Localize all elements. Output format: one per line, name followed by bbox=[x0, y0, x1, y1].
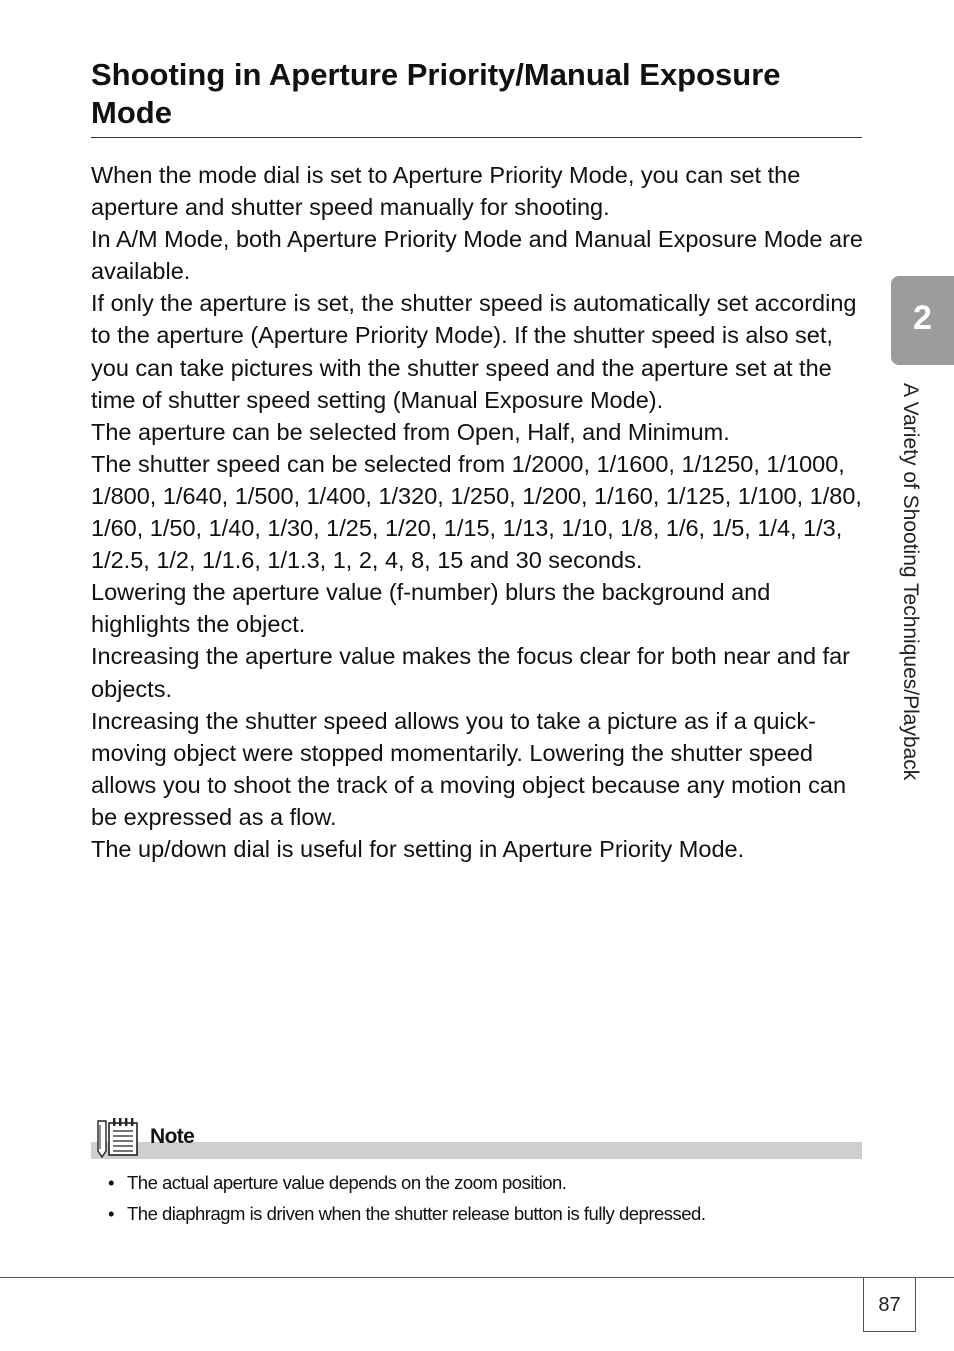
list-item bbox=[108, 1170, 858, 1201]
note-pad-icon bbox=[94, 1117, 144, 1159]
note-item-text: The actual aperture value depends on the zoom position. bbox=[127, 1172, 567, 1193]
note-label: Note bbox=[150, 1125, 195, 1148]
page-number: 87 bbox=[878, 1294, 901, 1316]
paragraph: Increasing the aperture value makes the focus clear for both near and far objects. bbox=[91, 643, 850, 702]
body-text bbox=[91, 159, 863, 865]
list-item bbox=[108, 1201, 858, 1232]
note-item-text: The diaphragm is driven when the shutter release button is fully depressed. bbox=[127, 1203, 706, 1224]
chapter-tab bbox=[891, 276, 954, 365]
paragraph: The aperture can be selected from Open, Half, and Minimum. bbox=[91, 418, 730, 445]
paragraph: In A/M Mode, both Aperture Priority Mode and Manual Exposure Mode are available. bbox=[91, 226, 864, 285]
bullet-icon: • bbox=[108, 1172, 114, 1193]
paragraph: The up/down dial is useful for setting in Aperture Priority Mode. bbox=[91, 835, 745, 862]
paragraph: When the mode dial is set to Aperture Priority Mode, you can set the aperture and shutter speed manually for shooting. bbox=[91, 162, 801, 221]
chapter-number: 2 bbox=[913, 299, 932, 337]
title-divider bbox=[91, 137, 862, 138]
note-header-bar bbox=[91, 1142, 862, 1159]
paragraph: If only the aperture is set, the shutter speed is automatically set according to the aperture (Aperture Priority Mode). If the shutter speed is also set, you can take pictures with the shutter speed and the aperture set at the time of shutter speed setting (Manual Exposure Mode). bbox=[91, 290, 857, 413]
footer-divider bbox=[0, 1277, 954, 1278]
paragraph: Increasing the shutter speed allows you to take a picture as if a quick-moving object were stopped momentarily. Lowering the shutter speed allows you to shoot the track of a moving object because any motion can be expressed as a flow. bbox=[91, 707, 847, 830]
paragraph: Lowering the aperture value (f-number) blurs the background and highlights the object. bbox=[91, 579, 771, 638]
page-number-box bbox=[863, 1277, 916, 1332]
page-title: Shooting in Aperture Priority/Manual Exposure Mode bbox=[91, 57, 781, 130]
chapter-caption: A Variety of Shooting Techniques/Playback bbox=[899, 383, 922, 781]
paragraph: The shutter speed can be selected from 1/2000, 1/1600, 1/1250, 1/1000, 1/800, 1/640, 1/500, 1/400, 1/320, 1/250, 1/200, 1/160, 1/125, 1/100, 1/80, 1/60, 1/50, 1/40, 1/30, 1/25, 1/20, 1/15, 1/13, 1/10, 1/8, 1/6, 1/5, 1/4, 1/3, 1/2.5, 1/2, 1/1.6, 1/1.3, 1, 2, 4, 8, 15 and 30 seconds. bbox=[91, 450, 862, 574]
bullet-icon: • bbox=[108, 1203, 114, 1224]
note-list bbox=[108, 1170, 858, 1232]
